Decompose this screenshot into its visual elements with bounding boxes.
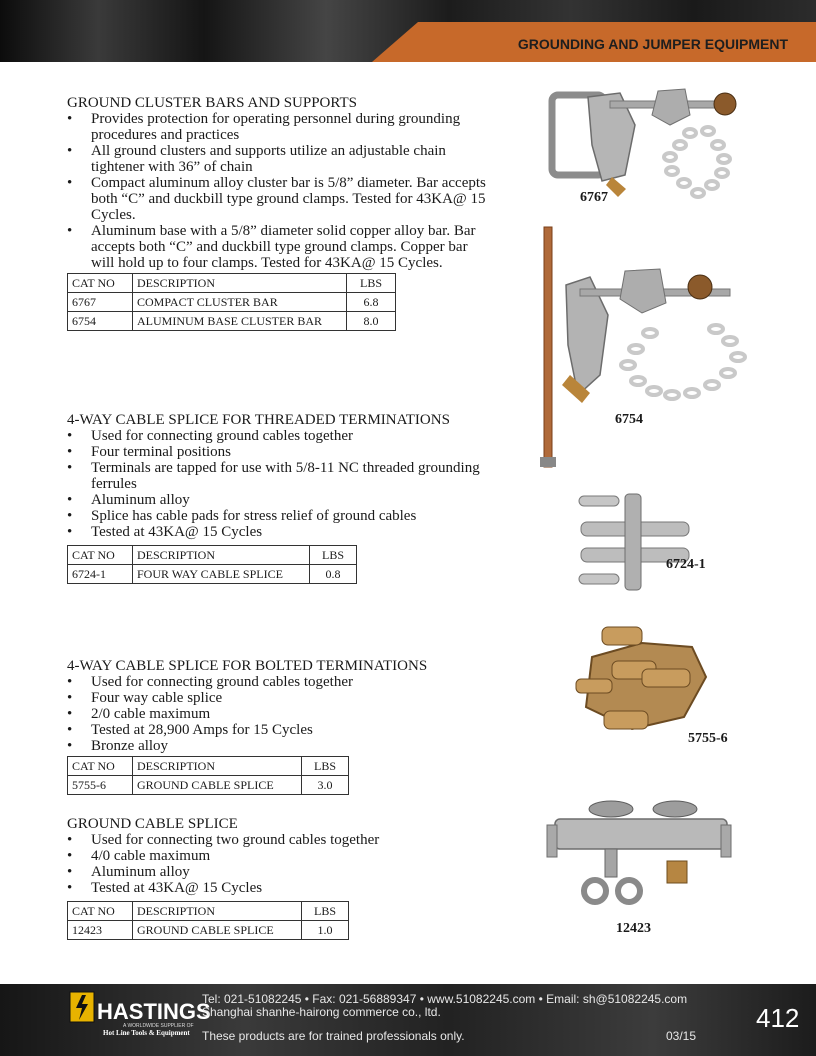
column-header: LBS [302,902,349,921]
table-cell: 6754 [68,312,133,331]
column-header: DESCRIPTION [133,546,310,565]
table-cell: ALUMINUM BASE CLUSTER BAR [133,312,347,331]
table-cell: GROUND CABLE SPLICE [133,776,302,795]
header-title: GROUNDING AND JUMPER EQUIPMENT [517,36,788,52]
list-item: • Aluminum alloy [67,492,487,508]
table-header-row [68,902,349,921]
page-number: 412 [756,1003,800,1033]
product-caption: 6767 [580,190,608,205]
column-header: DESCRIPTION [133,757,302,776]
table-cell: 6767 [68,293,133,312]
list-item: • Provides protection for operating personnel during grounding procedures and practices [67,111,487,143]
footer-date: 03/15 [666,1029,697,1043]
list-item: • Tested at 43KA@ 15 Cycles [67,880,487,896]
table-row [68,776,349,795]
cable-splice-6724-1-image [575,492,695,592]
feature-list [67,428,487,540]
table-cell: 1.0 [302,921,349,940]
table-header-row [68,757,349,776]
section-title: GROUND CABLE SPLICE [67,816,238,832]
section-title: GROUND CLUSTER BARS AND SUPPORTS [67,95,357,111]
product-caption: 5755-6 [688,731,728,746]
list-item: • Four way cable splice [67,690,487,706]
table-cell: FOUR WAY CABLE SPLICE [133,565,310,584]
product-caption: 6724-1 [666,557,706,572]
list-item: • 2/0 cable maximum [67,706,487,722]
table-header-row [68,274,396,293]
hastings-logo [70,991,211,1039]
list-item: • Terminals are tapped for use with 5/8-11 NC threaded grounding ferrules [67,460,487,492]
section-threaded-splice [67,412,487,584]
logo-tagline: A WORLDWIDE SUPPLIER OF [123,1023,194,1029]
section-ground-splice [67,816,487,940]
list-item: • Four terminal positions [67,444,487,460]
spec-table [67,901,349,940]
footer-company: Shanghai shanhe-hairong commerce co., ltd. [202,1005,441,1019]
product-caption: 12423 [616,921,651,936]
table-cell: 12423 [68,921,133,940]
feature-list [67,832,487,896]
column-header: DESCRIPTION [133,902,302,921]
spec-table [67,756,349,795]
spec-table [67,545,357,584]
table-row [68,565,357,584]
column-header: LBS [347,274,396,293]
section-cluster-bars [67,95,487,331]
column-header: CAT NO [68,757,133,776]
product-caption: 6754 [615,412,643,427]
section-bolted-splice [67,658,487,795]
table-cell: 6724-1 [68,565,133,584]
ground-splice-12423-image [545,797,735,912]
column-header: LBS [302,757,349,776]
list-item: • Tested at 28,900 Amps for 15 Cycles [67,722,487,738]
footer-contact: Tel: 021-51082245 • Fax: 021-56889347 • www.51082245.com • Email: sh@51082245.com [202,992,688,1006]
list-item: • Used for connecting ground cables together [67,428,487,444]
list-item: • All ground clusters and supports utilize an adjustable chain tightener with 36” of chain [67,143,487,175]
section-title: 4-WAY CABLE SPLICE FOR BOLTED TERMINATIONS [67,658,428,674]
feature-list [67,111,487,271]
table-cell: GROUND CABLE SPLICE [133,921,302,940]
list-item: • Aluminum alloy [67,864,487,880]
table-header-row [68,546,357,565]
list-item: • Used for connecting two ground cables together [67,832,487,848]
column-header: DESCRIPTION [133,274,347,293]
table-cell: 8.0 [347,312,396,331]
logo-subtitle: Hot Line Tools & Equipment [103,1029,190,1037]
list-item: • Compact aluminum alloy cluster bar is 5/8” diameter. Bar accepts both “C” and duckbill type ground clamps. Tested for 43KA@ 15 Cycles. [67,175,487,223]
footer-disclaimer: These products are for trained professionals only. [202,1029,465,1043]
table-cell: 0.8 [310,565,357,584]
list-item: • Splice has cable pads for stress relief of ground cables [67,508,487,524]
list-item: • 4/0 cable maximum [67,848,487,864]
column-header: CAT NO [68,546,133,565]
column-header: LBS [310,546,357,565]
list-item: • Aluminum base with a 5/8” diameter solid copper alloy bar. Bar accepts both “C” and duckbill type ground clamps. Copper bar will hold up to four clamps. Tested for 43KA@ 15 Cycles. [67,223,487,271]
table-cell: 6.8 [347,293,396,312]
column-header: CAT NO [68,274,133,293]
column-header: CAT NO [68,902,133,921]
logo-wordmark: HASTINGS [97,999,211,1024]
cluster-bar-6767-image [540,85,740,215]
list-item: • Tested at 43KA@ 15 Cycles [67,524,487,540]
cluster-bar-6754-image [530,225,750,475]
table-row [68,921,349,940]
list-item: • Used for connecting ground cables together [67,674,487,690]
spec-table [67,273,396,331]
table-cell: COMPACT CLUSTER BAR [133,293,347,312]
list-item: • Bronze alloy [67,738,487,754]
table-row [68,293,396,312]
section-title: 4-WAY CABLE SPLICE FOR THREADED TERMINATIONS [67,412,450,428]
table-cell: 3.0 [302,776,349,795]
table-cell: 5755-6 [68,776,133,795]
table-row [68,312,396,331]
feature-list [67,674,487,754]
bronze-splice-5755-6-image [572,617,712,742]
